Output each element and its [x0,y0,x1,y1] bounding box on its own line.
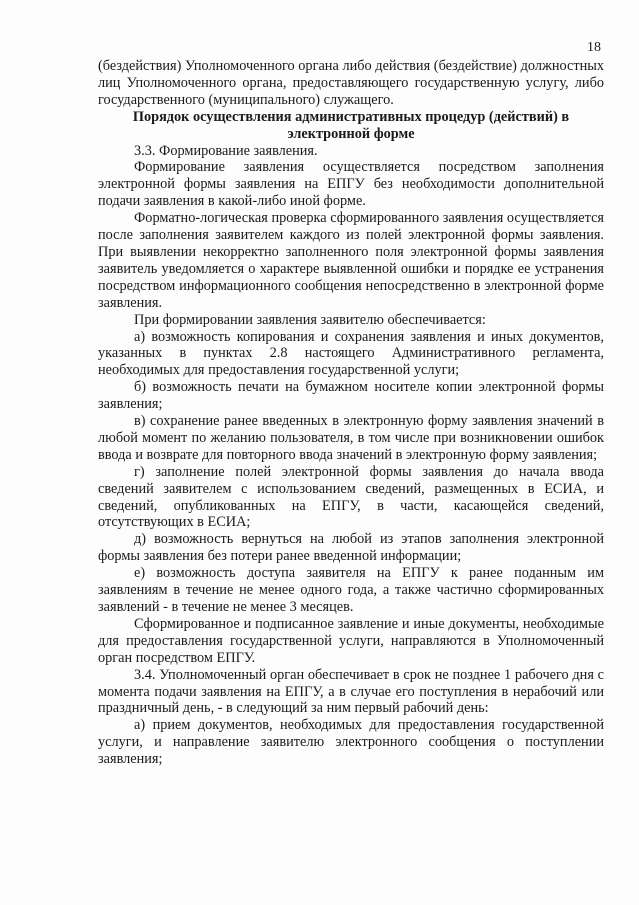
clause-3-4: 3.4. Уполномоченный орган обеспечивает в срок не позднее 1 рабочего дня с момента подачи заявления на ЕПГУ, а в случае его поступления в нерабочий или праздничный день, - в следующий за ним первый рабочий день: [98,666,604,717]
list-item-g: г) заполнение полей электронной формы заявления до начала ввода сведений заявителем с использованием сведений, размещенных в ЕСИА, и сведений, опубликованных на ЕПГУ, в части, касающейся сведений, отсутствующих в ЕСИА; [98,463,604,531]
clause-3-4-item-a: а) прием документов, необходимых для предоставления государственной услуги, и направление заявителю электронного сообщения о поступлении заявления; [98,717,604,768]
list-item-b: б) возможность печати на бумажном носителе копии электронной формы заявления; [98,379,604,413]
list-item-d: д) возможность вернуться на любой из этапов заполнения электронной формы заявления без потери ранее введенной информации; [98,531,604,565]
document-body [98,58,604,768]
paragraph-formation: Формирование заявления осуществляется посредством заполнения электронной формы заявления на ЕПГУ без необходимости дополнительной подачи заявления в какой-либо иной форме. [98,159,604,210]
list-item-v: в) сохранение ранее введенных в электронную форму заявления значений в любой момент по желанию пользователя, в том числе при возникновении ошибок ввода и возврате для повторного ввода значений в электронную форму заявления; [98,413,604,463]
list-item-a: а) возможность копирования и сохранения заявления и иных документов, указанных в пунктах 2.8 настоящего Административного регламента, необходимых для предоставления государственной услуги; [98,328,604,379]
paragraph-check: Форматно-логическая проверка сформированного заявления осуществляется после заполнения заявителем каждого из полей электронной формы заявления. При выявлении некорректно заполненного поля электронной формы заявления заявитель уведомляется о характере выявленной ошибки и порядке ее устранения посредством информационного сообщения непосредственно в электронной форме заявления. [98,210,604,311]
clause-3-3: 3.3. Формирование заявления. [134,142,318,159]
continuation-paragraph: (бездействия) Уполномоченного органа либо действия (бездействие) должностных лиц Уполномоченного органа, предоставляющего государственную услугу, либо государственного (муниципального) служащего. [98,58,604,108]
list-item-e: е) возможность доступа заявителя на ЕПГУ к ранее поданным им заявлениям в течение не менее одного года, а также частично сформированных заявлений - в течение не менее 3 месяцев. [98,565,604,615]
section-heading: Порядок осуществления административных процедур (действий) в электронной форме [132,108,570,142]
paragraph-provided-intro: При формировании заявления заявителю обеспечивается: [134,311,486,328]
page-number: 18 [587,40,601,55]
paragraph-submitted: Сформированное и подписанное заявление и иные документы, необходимые для предоставления государственной услуги, направляются в Уполномоченный орган посредством ЕПГУ. [98,615,604,666]
